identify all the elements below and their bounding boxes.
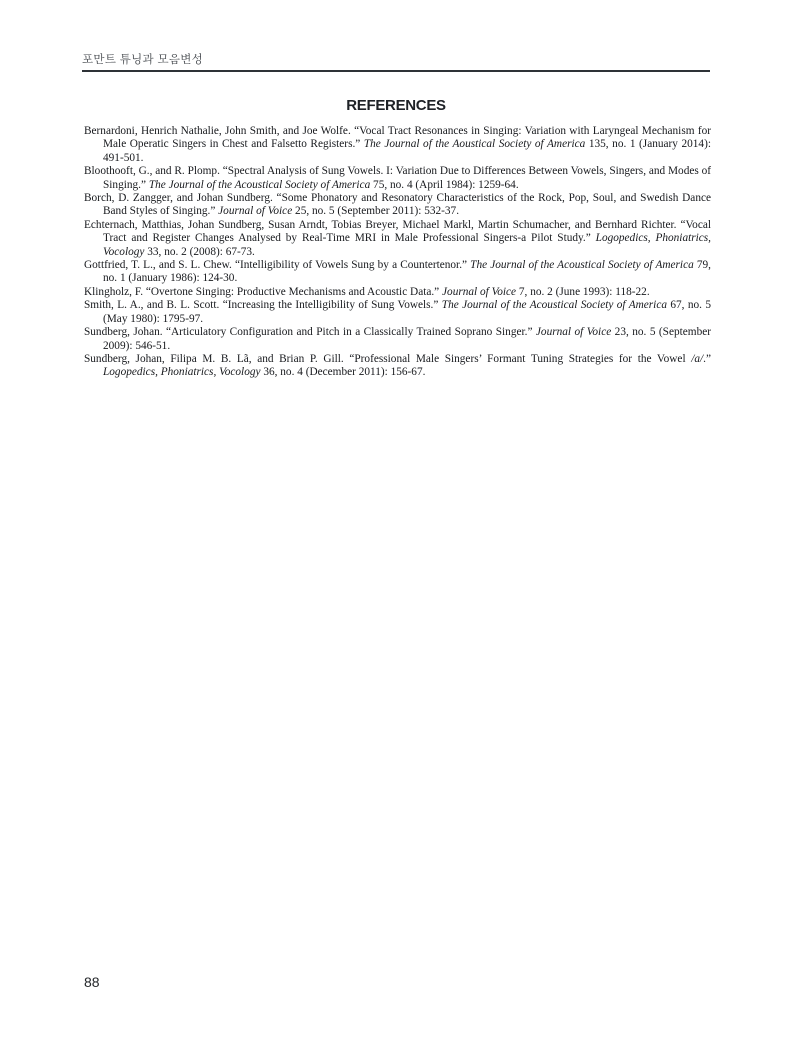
reference-text-segment: 75, no. 4 (April 1984): 1259-64. (370, 178, 519, 191)
reference-entry (84, 165, 711, 192)
reference-text-segment: 23, no. 5 (September 2009): 546-51. (103, 326, 711, 352)
reference-text-segment: Journal of Voice (442, 285, 517, 298)
reference-text-segment: Echternach, Matthias, Johan Sundberg, Susan Arndt, Tobias Breyer, Michael Markl, Martin Schumacher, and Bernhard Richter. “Vocal Tract and Register Changes Analysed by Real-Time MRI in Male Professional Singers-a Pilot Study.” (84, 218, 711, 245)
reference-text-segment: 79, no. 1 (January 1986): 124-30. (103, 259, 711, 285)
reference-text-segment: The Journal of the Aoustical Society of America (363, 138, 586, 151)
reference-text-segment: Sundberg, Johan. “Articulatory Configuration and Pitch in a Classically Trained Soprano Singer.” (84, 326, 536, 339)
references-list (84, 125, 711, 380)
reference-text-segment: Borch, D. Zangger, and Johan Sundberg. “Some Phonatory and Resonatory Characteristics of the Rock, Pop, Soul, and Swedish Dance Band Styles of Singing.” (84, 192, 711, 218)
reference-text-segment: Smith, L. A., and B. L. Scott. “Increasing the Intelligibility of Sung Vowels.” (84, 299, 442, 312)
reference-text-segment: Journal of Voice (218, 205, 293, 218)
page-number: 88 (84, 974, 100, 990)
reference-text-segment: 7, no. 2 (June 1993): 118-22. (516, 285, 650, 298)
reference-text-segment: Logopedics, Phoniatrics, Vocology (103, 232, 711, 258)
reference-text-segment: 33, no. 2 (2008): 67-73. (144, 245, 255, 258)
reference-text-segment: The Journal of the Acoustical Society of America (441, 299, 667, 312)
reference-text-segment: The Journal of the Acoustical Society of America (470, 259, 694, 272)
reference-text-segment: Klingholz, F. “Overtone Singing: Productive Mechanisms and Acoustic Data.” (84, 285, 443, 298)
reference-text-segment: Logopedics, Phoniatrics, Vocology (103, 366, 261, 379)
reference-entry (84, 192, 711, 219)
reference-text-segment: 135, no. 1 (January 2014): 491-501. (103, 138, 711, 164)
reference-text-segment: Bernardoni, Henrich Nathalie, John Smith, and Joe Wolfe. “Vocal Tract Resonances in Singing: Variation with Laryngeal Mechanism for Male Operatic Singers in Chest and Falsetto Registers.” (84, 125, 711, 151)
header-rule (82, 70, 710, 72)
references-title: REFERENCES (346, 97, 446, 114)
reference-text-segment: 25, no. 5 (September 2011): 532-37. (292, 205, 460, 218)
reference-text-segment: Bloothooft, G., and R. Plomp. “Spectral Analysis of Sung Vowels. I: Variation Due to Differences Between Vowels, Singers, and Modes of Singing.” (84, 165, 711, 191)
reference-entry (84, 219, 711, 259)
reference-text-segment: .” (703, 352, 711, 365)
reference-text-segment: Gottfried, T. L., and S. L. Chew. “Intelligibility of Vowels Sung by a Countertenor.” (84, 259, 471, 272)
reference-text-segment: The Journal of the Acoustical Society of America (148, 178, 371, 191)
reference-entry (84, 286, 711, 299)
reference-text-segment: Journal of Voice (535, 326, 612, 339)
reference-entry (84, 353, 711, 380)
reference-entry (84, 326, 711, 353)
reference-text-segment: Sundberg, Johan, Filipa M. B. Lã, and Brian P. Gill. “Professional Male Singers’ Formant Tuning Strategies for the Vowel (84, 352, 692, 365)
reference-text-segment: /a/ (691, 352, 704, 365)
reference-entry (84, 125, 711, 165)
running-header: 포만트 튜닝과 모음변성 (82, 54, 204, 66)
reference-entry (84, 299, 711, 326)
reference-text-segment: 67, no. 5 (May 1980): 1795-97. (103, 299, 711, 325)
reference-entry (84, 259, 711, 286)
reference-text-segment: 36, no. 4 (December 2011): 156-67. (260, 366, 426, 379)
